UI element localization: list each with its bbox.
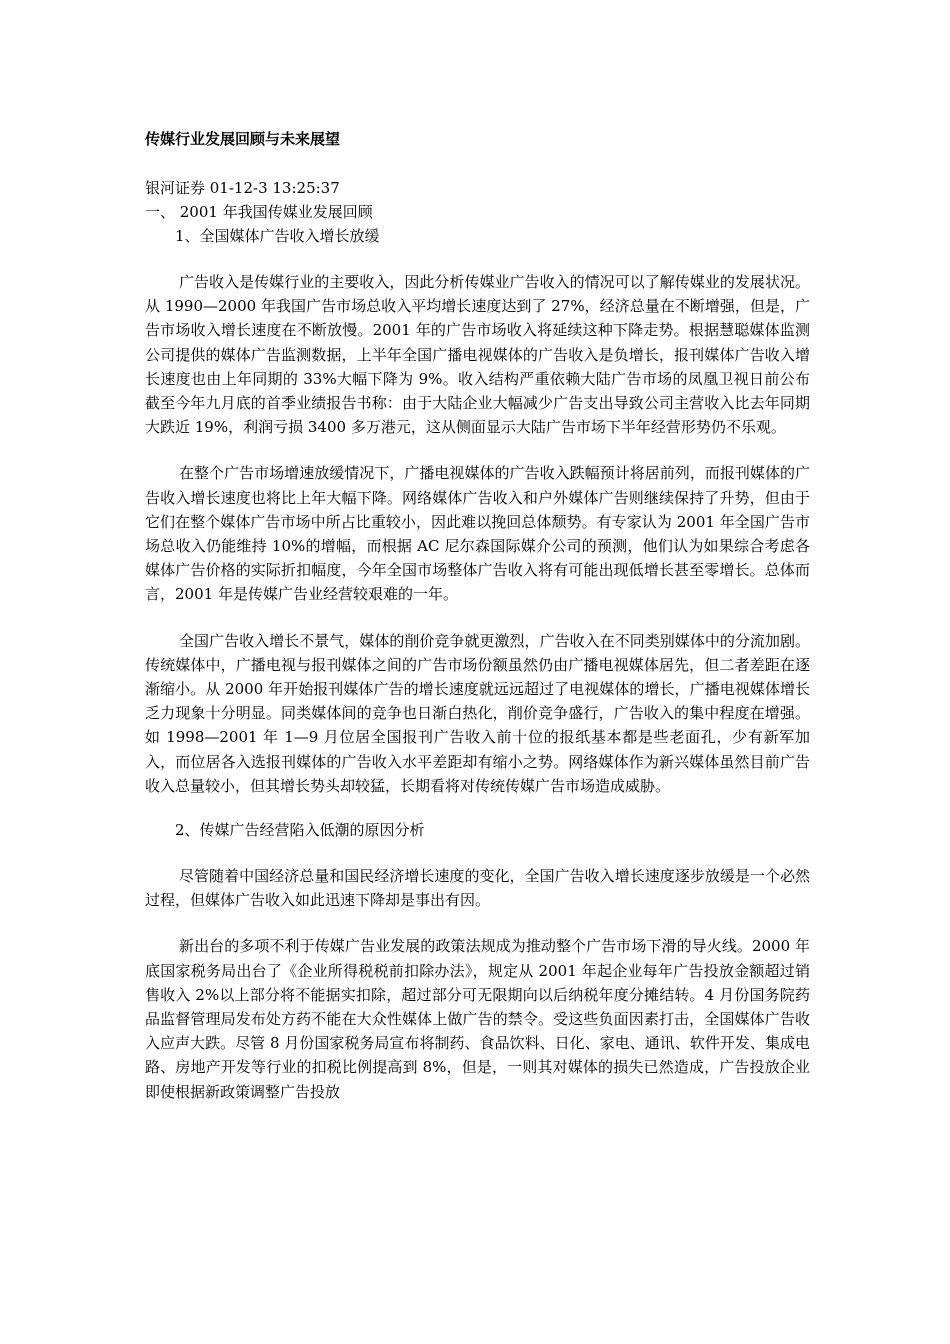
subsection-heading-1: 1、全国媒体广告收入增长放缓 [175, 227, 380, 245]
paragraph-5: 新出台的多项不利于传媒广告业发展的政策法规成为推动整个广告市场下滑的导火线。2000 年底国家税务局出台了《企业所得税税前扣除办法》，规定从 2001 年起企业每年广告投放金额超过销售收入 2%以上部分将不能据实扣除，超过部分可无限期向以后纳税年度分摊结转。4 月份国务院药品监督管理局发布处方药不能在大众性媒体上做广告的禁令。受这些负面因素打击，全国媒体广告收入应声大跌。尽管 8 月份国家税务局宣布将制药、食品饮料、日化、家电、通讯、软件开发、集成电路、房地产开发等行业的扣税比例提高到 8%，但是，一则其对媒体的损失已然造成，广告投放企业即使根据新政策调整广告投放 [145, 937, 810, 1101]
document-page [145, 128, 810, 1104]
paragraph-3: 全国广告收入增长不景气，媒体的削价竞争就更激烈，广告收入在不同类别媒体中的分流加剧。传统媒体中，广播电视与报刊媒体之间的广告市场份额虽然仍由广播电视媒体居先，但二者差距在逐渐缩小。从 2000 年开始报刊媒体广告的增长速度就远远超过了电视媒体的增长，广播电视媒体增长乏力现象十分明显。同类媒体间的竞争也日渐白热化，削价竞争盛行，广告收入的集中程度在增强。如 1998—2001 年 1—9 月位居全国报刊广告收入前十位的报纸基本都是些老面孔，少有新军加入，而位居各入选报刊媒体的广告收入水平差距却有缩小之势。网络媒体作为新兴媒体虽然目前广告收入总量较小，但其增长势头却较猛，长期看将对传统传媒广告市场造成威胁。 [145, 631, 810, 795]
paragraph-4: 尽管随着中国经济总量和国民经济增长速度的变化，全国广告收入增长速度逐步放缓是一个必然过程，但媒体广告收入如此迅速下降却是事出有因。 [145, 867, 810, 910]
subsection-heading-2: 2、传媒广告经营陷入低潮的原因分析 [175, 821, 425, 840]
paragraph-2: 在整个广告市场增速放缓情况下，广播电视媒体的广告收入跌幅预计将居前列，而报刊媒体的广告收入增长速度也将比上年大幅下降。网络媒体广告收入和户外媒体广告则继续保持了升势，但由于它们在整个媒体广告市场中所占比重较小，因此难以挽回总体颓势。有专家认为 2001 年全国广告市场总收入仍能维持 10%的增幅，而根据 AC 尼尔森国际媒介公司的预测，他们认为如果综合考虑各媒体广告价格的实际折扣幅度，今年全国市场整体广告收入将有可能出现低增长甚至零增长。总体而言，2001 年是传媒广告业经营较艰难的一年。 [145, 464, 810, 604]
source-line: 银河证券 01-12-3 13:25:37 [145, 179, 340, 197]
section-heading-1: 一、 2001 年我国传媒业发展回顾 [145, 203, 373, 221]
document-title: 传媒行业发展回顾与未来展望 [145, 130, 341, 148]
paragraph-1: 广告收入是传媒行业的主要收入，因此分析传媒业广告收入的情况可以了解传媒业的发展状况。从 1990—2000 年我国广告市场总收入平均增长速度达到了 27%，经济总量在不断增强，但是，广告市场收入增长速度在不断放慢。2001 年的广告市场收入将延续这种下降走势。根据慧聪媒体监测公司提供的媒体广告监测数据，上半年全国广播电视媒体的广告收入是负增长，报刊媒体广告收入增长速度也由上年同期的 33%大幅下降为 9%。收入结构严重依赖大陆广告市场的凤凰卫视日前公布截至今年九月底的首季业绩报告书称：由于大陆企业大幅减少广告支出导致公司主营收入比去年同期大跌近 19%，利润亏损 3400 多万港元，这从侧面显示大陆广告市场下半年经营形势仍不乐观。 [145, 273, 810, 437]
